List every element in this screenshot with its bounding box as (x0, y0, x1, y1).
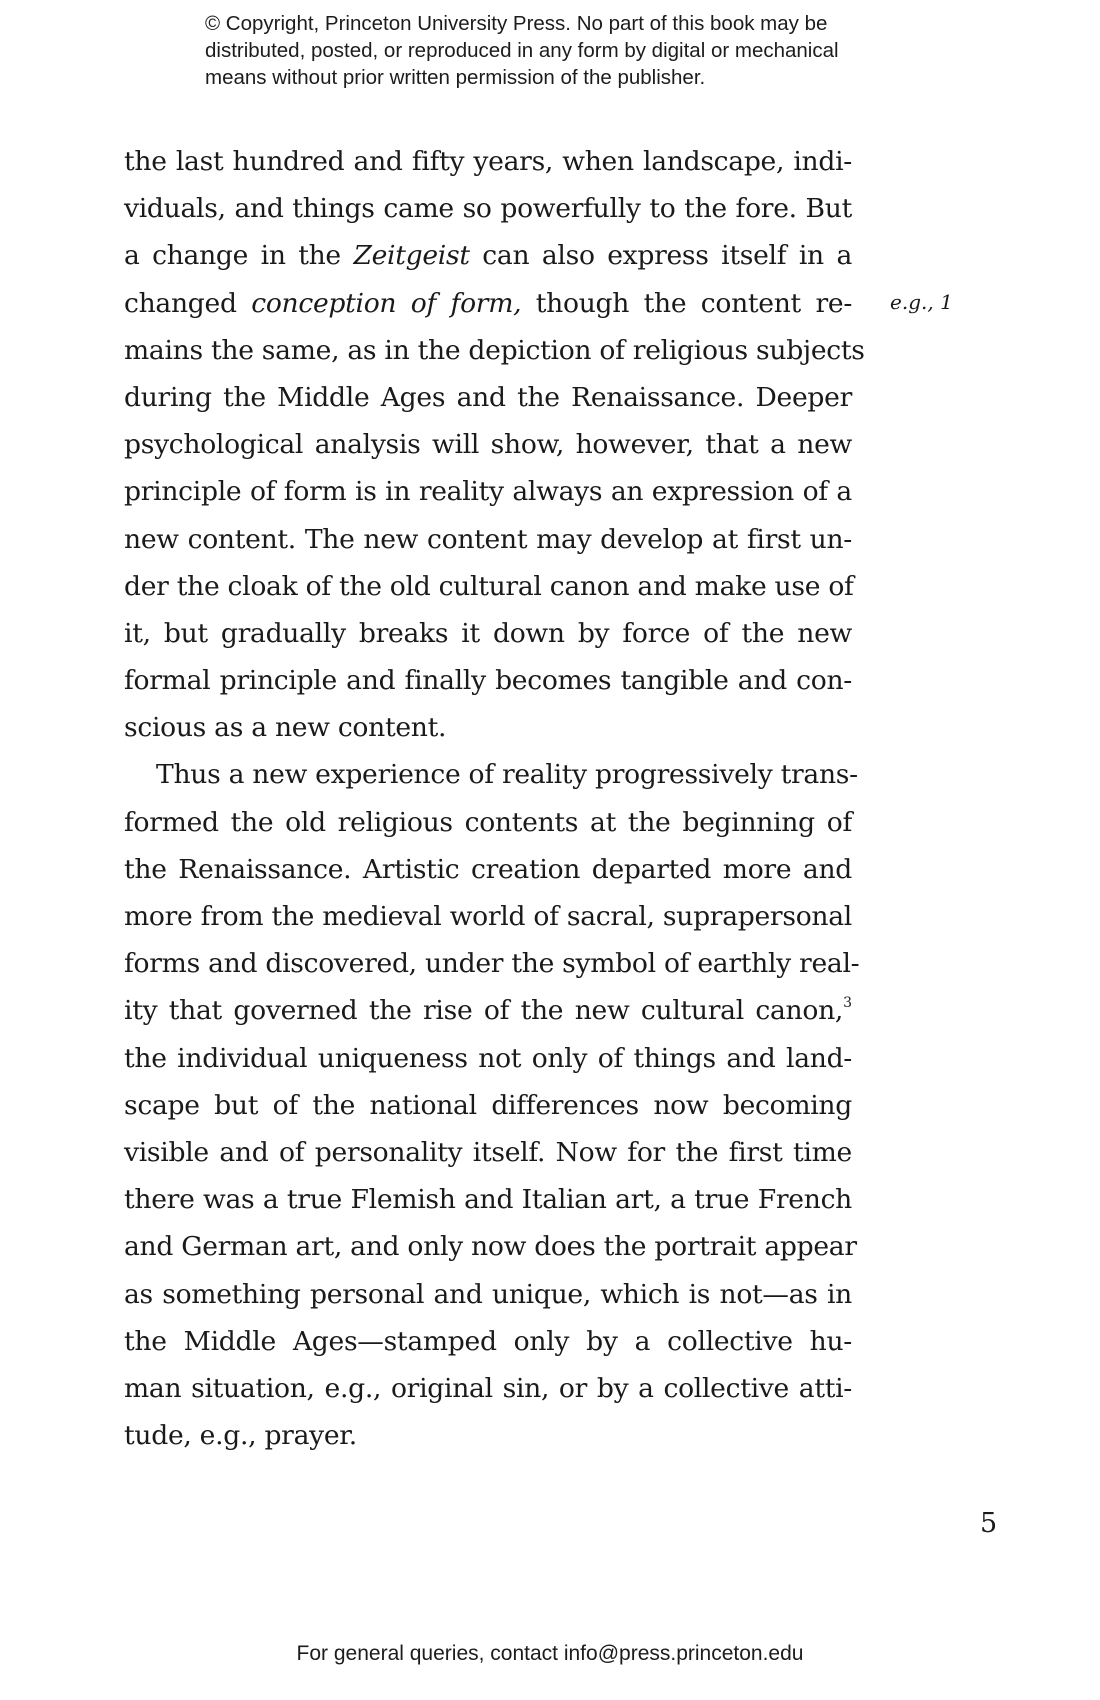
text-line: changed conception of form, though the content re- (124, 287, 852, 319)
footnote-marker: 3 (843, 995, 852, 1012)
text-line: viduals, and things came so powerfully to the fore. But (124, 193, 852, 225)
text-line: formed the old religious contents at the beginning of (124, 806, 852, 838)
text-line: formal principle and finally becomes tangible and con- (124, 665, 852, 697)
body-text (124, 138, 865, 1459)
text-line: mains the same, as in the depiction of religious subjects (124, 334, 865, 366)
copyright-line: means without prior written permission of the publisher. (205, 66, 706, 89)
text-line: there was a true Flemish and Italian art, a true French (124, 1184, 852, 1216)
text-line: scious as a new content. (124, 712, 447, 744)
italic-term: conception of form, (251, 287, 522, 319)
text-line: man situation, e.g., original sin, or by a collective atti- (124, 1372, 852, 1404)
copyright-line: distributed, posted, or reproduced in any form by digital or mechanical (205, 39, 839, 62)
copyright-line: © Copyright, Princeton University Press. No part of this book may be (205, 12, 828, 35)
text-line: principle of form is in reality always an expression of a (124, 476, 852, 508)
text-line: more from the medieval world of sacral, suprapersonal (124, 901, 852, 932)
text-line: visible and of personality itself. Now for the first time (124, 1136, 852, 1168)
text-line: as something personal and unique, which is not—as in (124, 1278, 852, 1310)
footer-contact: For general queries, contact info@press.princeton.edu (296, 1642, 804, 1665)
text-line: the individual uniqueness not only of things and land- (124, 1042, 852, 1074)
paragraph-start: Thus a new experience of reality progressively trans- (156, 759, 858, 791)
text-line: it, but gradually breaks it down by force of the new (124, 617, 852, 649)
italic-term: Zeitgeist (353, 240, 470, 272)
page-number: 5 (980, 1508, 998, 1539)
text-line: during the Middle Ages and the Renaissance. Deeper (124, 381, 852, 413)
text-line: the Middle Ages—stamped only by a collective hu- (124, 1325, 852, 1357)
text-line: tude, e.g., prayer. (124, 1420, 357, 1452)
copyright-notice (205, 10, 925, 91)
text-line: the Renaissance. Artistic creation departed more and (124, 853, 852, 885)
text-line: new content. The new content may develop at first un- (124, 523, 852, 555)
text-line: der the cloak of the old cultural canon and make use of (124, 570, 854, 602)
text-line: scape but of the national differences now becoming (124, 1089, 852, 1121)
text-line: forms and discovered, under the symbol of earthly real- (124, 948, 860, 980)
margin-note: e.g., 1 (890, 290, 953, 314)
text-line: ity that governed the rise of the new cultural canon,$^3$ (124, 995, 852, 1027)
text-line: psychological analysis will show, however, that a new (124, 429, 852, 461)
text-line: and German art, and only now does the portrait appear (124, 1231, 857, 1263)
text-line: a change in the Zeitgeist can also express itself in a (124, 240, 852, 272)
text-line: the last hundred and fifty years, when landscape, indi- (124, 146, 852, 177)
